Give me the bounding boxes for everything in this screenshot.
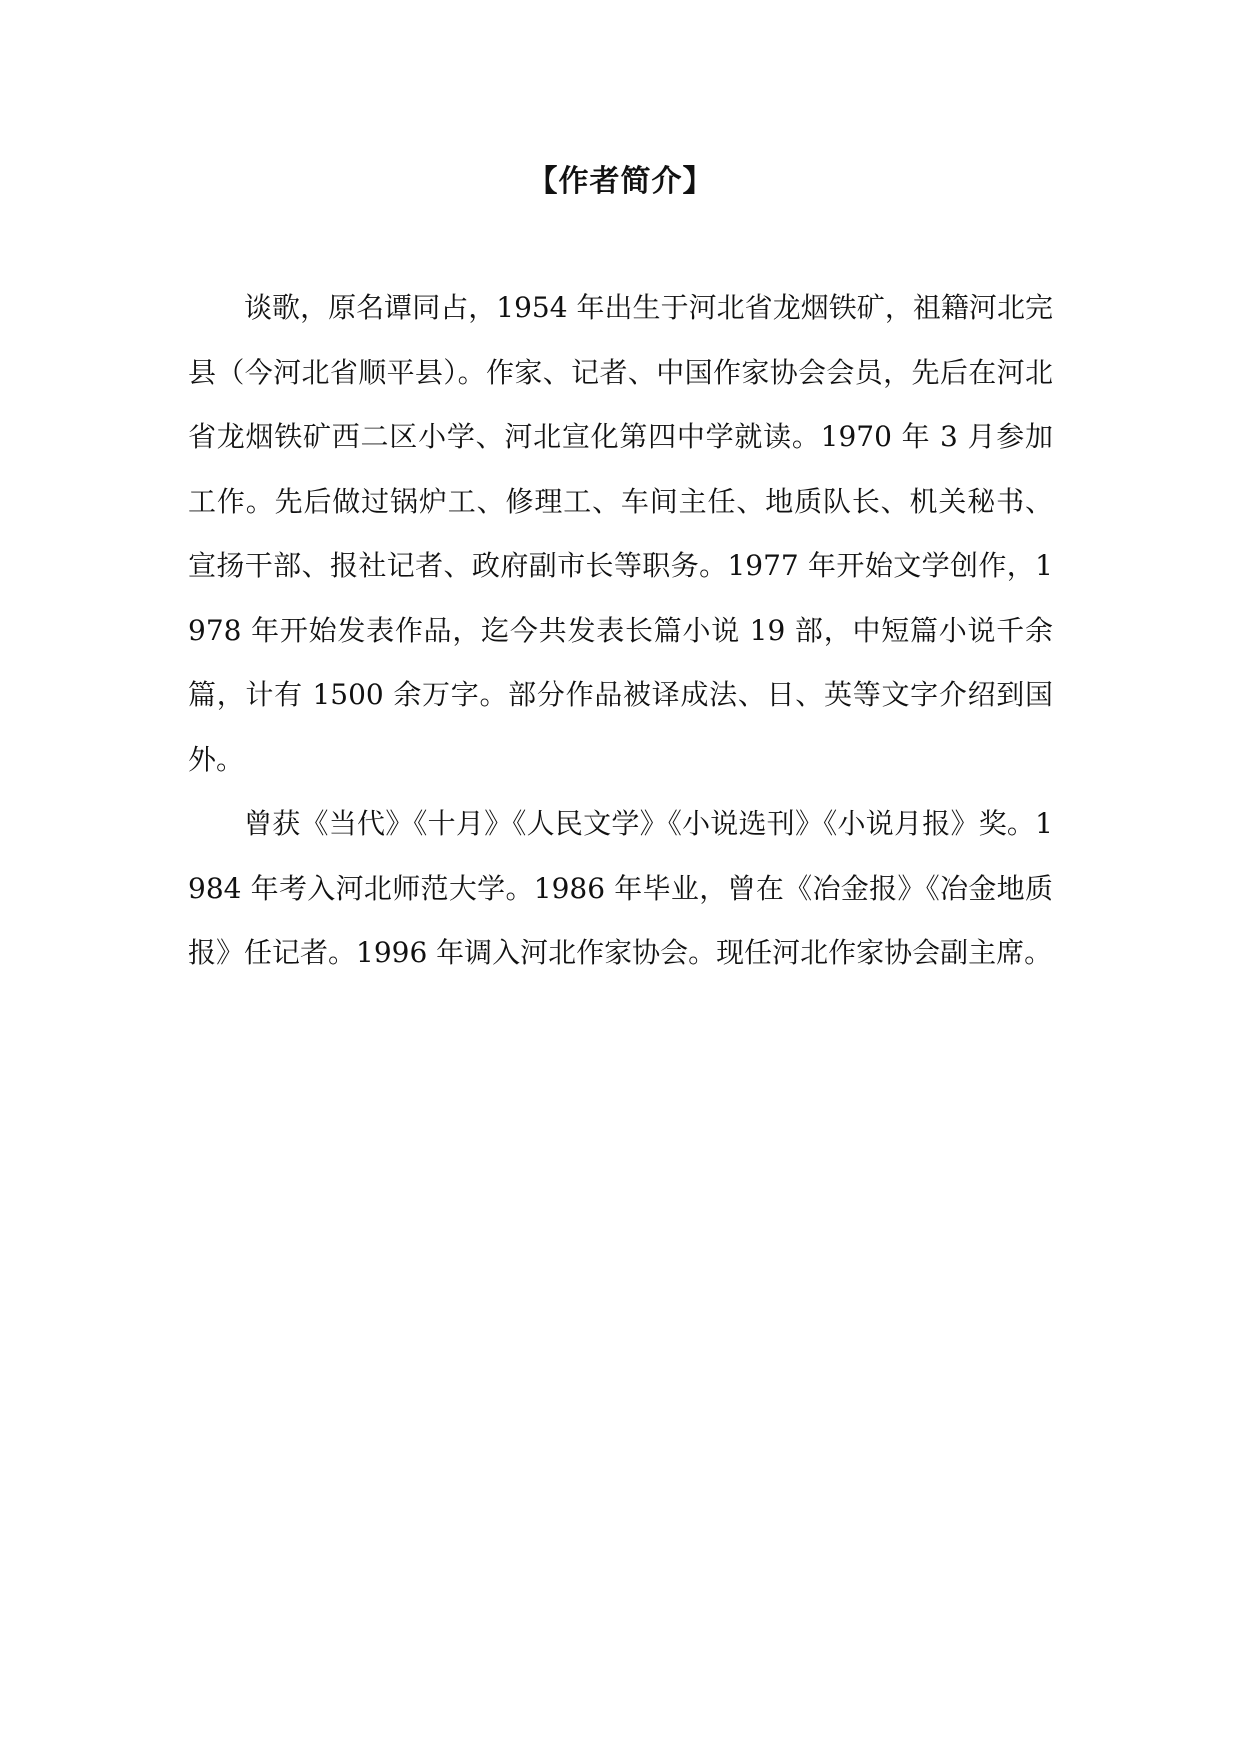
document-body [188, 276, 1053, 986]
awards-paragraph: 曾获《当代》《十月》《人民文学》《小说选刊》《小说月报》奖。1984 年考入河北师范大学。1986 年毕业，曾在《冶金报》《冶金地质报》任记者。1996 年调入河北作家协会。现任河北作家协会副主席。 [188, 807, 1053, 969]
biography-paragraph: 谈歌，原名谭同占，1954 年出生于河北省龙烟铁矿，祖籍河北完县（今河北省顺平县）。作家、记者、中国作家协会会员，先后在河北省龙烟铁矿西二区小学、河北宣化第四中学就读。1970 年 3 月参加工作。先后做过锅炉工、修理工、车间主任、地质队长、机关秘书、宣扬干部、报社记者、政府副市长等职务。1977 年开始文学创作，1978 年开始发表作品，迄今共发表长篇小说 19 部，中短篇小说千余篇，计有 1500 余万字。部分作品被译成法、日、英等文字介绍到国外。 [188, 291, 1053, 776]
document-title: 【作者简介】 [527, 164, 714, 199]
